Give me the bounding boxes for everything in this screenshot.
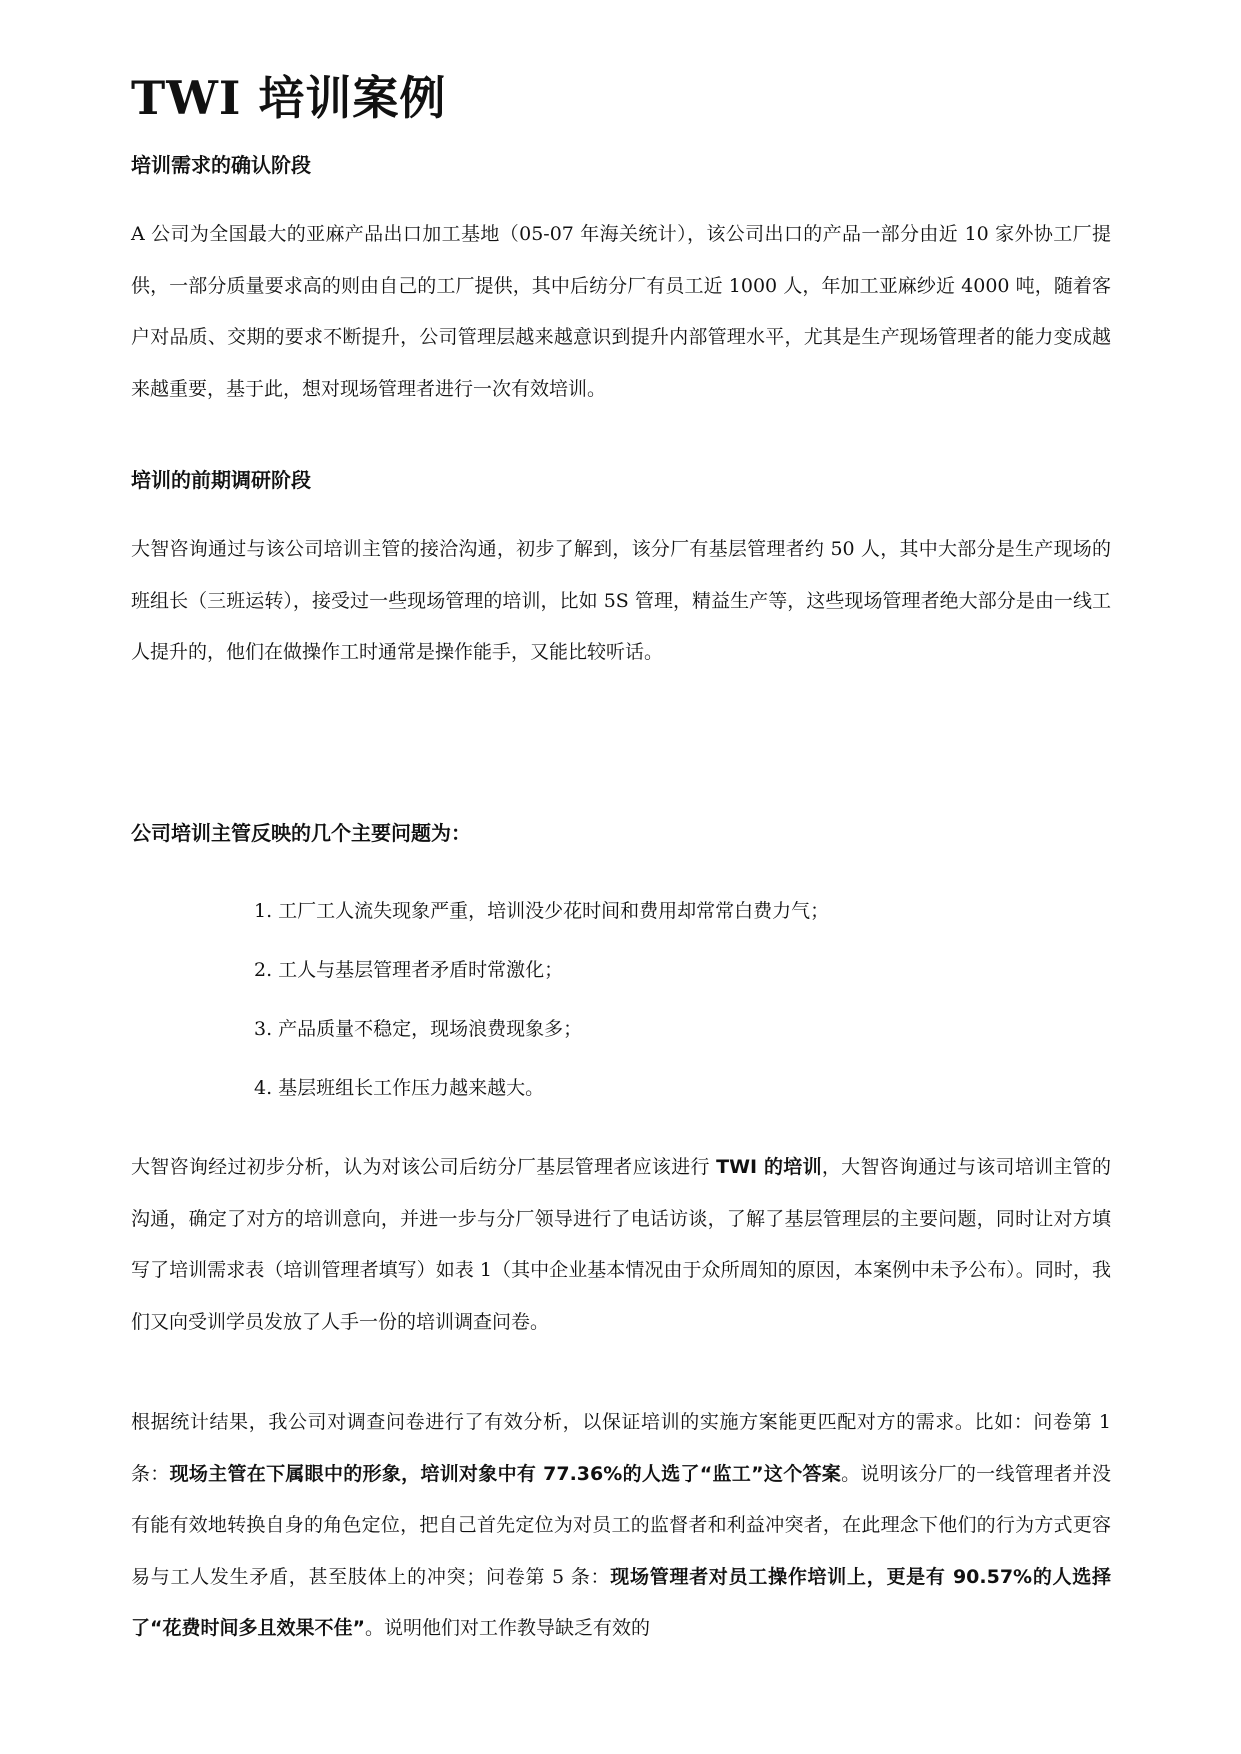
list-item: 4. 基层班组长工作压力越来越大。 [254,1077,545,1099]
list-item: 2. 工人与基层管理者矛盾时常激化； [254,959,564,981]
bold-text-run: 现场管理者对员工操作培训上，更是有 90.57%的人选择了“花费时间多且效果不佳” [131,1565,1111,1639]
section-heading-needs: 培训需求的确认阶段 [131,153,311,177]
text-run: 根据统计结果，我公司对调查问卷进行了有效分析，以保证培训的实施方案能更匹配对方的需求。比如：问卷第 1 条： [131,1411,1111,1485]
text-run: ，大智咨询通过与该司培训主管的沟通，确定了对方的培训意向，并进一步与分厂领导进行了电话访谈，了解了基层管理层的主要问题，同时让对方填写了培训需求表（培训管理者填写）如表 1（其中企业基本情况由于众所周知的原因，本案例中未予公布）。同时，我们又向受训学员发放了人手一份的培训调查问卷。 [131,1156,1111,1333]
bold-text-run: TWI 的培训 [716,1156,822,1178]
section-paragraph-research: 大智咨询通过与该公司培训主管的接洽沟通，初步了解到，该分厂有基层管理者约 50 人，其中大部分是生产现场的班组长（三班运转），接受过一些现场管理的培训，比如 5S 管理，精益生产等，这些现场管理者绝大部分是由一线工人提升的，他们在做操作工时通常是操作能手，又能比较听话。 [131,538,1111,663]
analysis-paragraph [131,1142,1111,1348]
text-run: 。说明他们对工作教导缺乏有效的 [364,1617,650,1639]
section-heading-research: 培训的前期调研阶段 [131,468,311,492]
bold-text-run: 现场主管在下属眼中的形象，培训对象中有 77.36%的人选了“监工”这个答案 [169,1462,842,1485]
text-run: 。说明该分厂的一线管理者并没有能有效地转换自身的角色定位，把自己首先定位为对员工的监督者和利益冲突者，在此理念下他们的行为方式更容易与工人发生矛盾，甚至肢体上的冲突；问卷第 5 条： [131,1462,1111,1588]
text-run: 大智咨询经过初步分析，认为对该公司后纺分厂基层管理者应该进行 [131,1156,717,1178]
statistics-paragraph [131,1397,1111,1655]
list-item: 1. 工厂工人流失现象严重，培训没少花时间和费用却常常白费力气； [254,900,830,922]
problem-list [254,896,829,1132]
section-heading-problems: 公司培训主管反映的几个主要问题为： [131,821,471,845]
section-paragraph-needs: A 公司为全国最大的亚麻产品出口加工基地（05-07 年海关统计），该公司出口的产品一部分由近 10 家外协工厂提供，一部分质量要求高的则由自己的工厂提供，其中后纺分厂有员工近 1000 人，年加工亚麻纱近 4000 吨，随着客户对品质、交期的要求不断提升，公司管理层越来越意识到提升内部管理水平，尤其是生产现场管理者的能力变成越来越重要，基于此，想对现场管理者进行一次有效培训。 [131,223,1111,400]
document-title: TWI 培训案例 [131,71,447,125]
list-item: 3. 产品质量不稳定，现场浪费现象多； [254,1018,583,1040]
